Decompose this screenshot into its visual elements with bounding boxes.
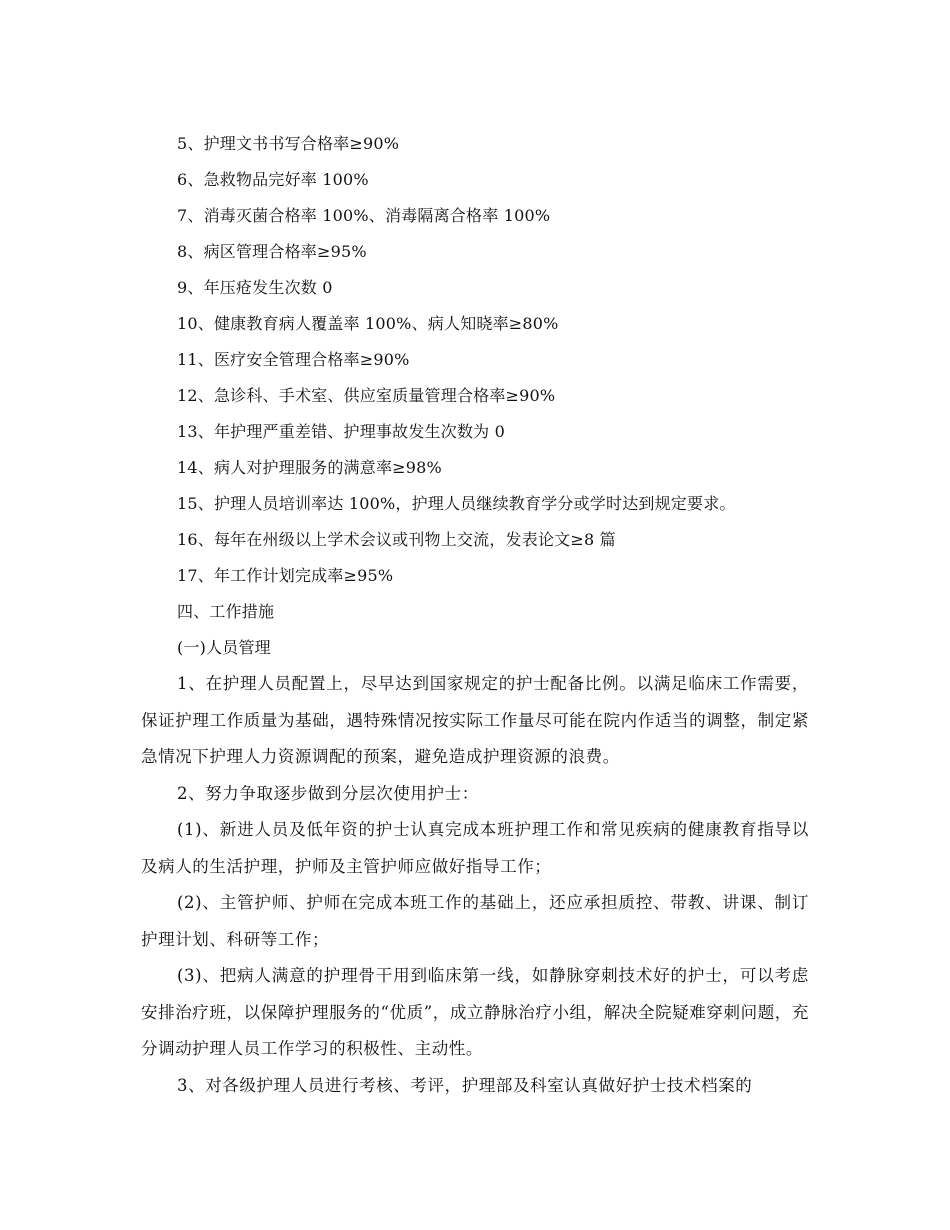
paragraph: 3、对各级护理人员进行考核、考评，护理部及科室认真做好护士技术档案的 bbox=[177, 1075, 753, 1095]
list-item: 6、急救物品完好率 100% bbox=[177, 170, 369, 189]
list-item: 17、年工作计划完成率≥95% bbox=[177, 566, 394, 585]
list-item: 8、病区管理合格率≥95% bbox=[177, 242, 367, 261]
list-item: 15、护理人员培训率达 100%，护理人员继续教育学分或学时达到规定要求。 bbox=[177, 494, 736, 513]
list-item: 10、健康教育病人覆盖率 100%、病人知晓率≥80% bbox=[177, 314, 559, 333]
paragraph: 2、努力争取逐步做到分层次使用护士： bbox=[177, 783, 479, 803]
paragraph: (2)、主管护师、护师在完成本班工作的基础上，还应承担质控、带教、讲课、制订护理计划、科研等工作； bbox=[141, 893, 809, 949]
list-item: 11、医疗安全管理合格率≥90% bbox=[177, 350, 410, 369]
subsection-heading: (一)人员管理 bbox=[177, 638, 271, 657]
list-item: 5、护理文书书写合格率≥90% bbox=[177, 134, 400, 153]
paragraph: (1)、新进人员及低年资的护士认真完成本班护理工作和常见疾病的健康教育指导以及病人的生活护理，护师及主管护师应做好指导工作； bbox=[141, 820, 809, 876]
list-item: 14、病人对护理服务的满意率≥98% bbox=[177, 458, 442, 477]
paragraph: (3)、把病人满意的护理骨干用到临床第一线，如静脉穿刺技术好的护士，可以考虑安排治疗班，以保障护理服务的“优质”，成立静脉治疗小组，解决全院疑难穿刺问题，充分调动护理人员工作学习的积极性、主动性。 bbox=[141, 966, 809, 1058]
list-item: 7、消毒灭菌合格率 100%、消毒隔离合格率 100% bbox=[177, 206, 551, 225]
section-heading: 四、工作措施 bbox=[177, 602, 275, 621]
paragraph: 1、在护理人员配置上，尽早达到国家规定的护士配备比例。以满足临床工作需要，保证护理工作质量为基础，遇特殊情况按实际工作量尽可能在院内作适当的调整，制定紧急情况下护理人力资源调配的预案，避免造成护理资源的浪费。 bbox=[141, 674, 809, 766]
list-item: 16、每年在州级以上学术会议或刊物上交流，发表论文≥8 篇 bbox=[177, 530, 616, 549]
list-item: 13、年护理严重差错、护理事故发生次数为 0 bbox=[177, 422, 506, 441]
list-item: 9、年压疮发生次数 0 bbox=[177, 278, 333, 297]
document-body bbox=[141, 126, 809, 1104]
list-item: 12、急诊科、手术室、供应室质量管理合格率≥90% bbox=[177, 386, 556, 405]
